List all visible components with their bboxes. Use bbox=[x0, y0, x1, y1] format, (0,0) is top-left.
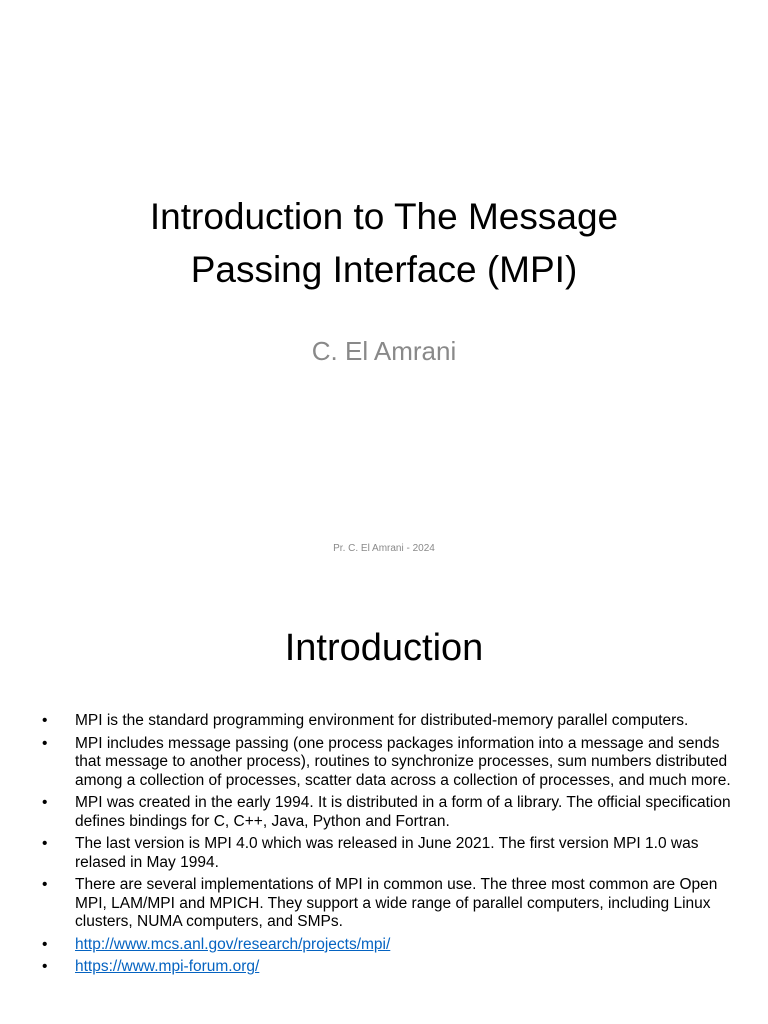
bullet-text: MPI was created in the early 1994. It is distributed in a form of a library. The official specification defines bindings for C, C++, Java, Python and Fortran. bbox=[75, 794, 731, 830]
bullet-item bbox=[42, 735, 742, 791]
bullet-icon: • bbox=[42, 734, 48, 752]
bullet-item bbox=[42, 876, 742, 932]
slide-footer: Pr. C. El Amrani - 2024 bbox=[333, 543, 435, 554]
title-line-2: Passing Interface (MPI) bbox=[190, 249, 578, 290]
bullet-icon: • bbox=[42, 712, 48, 729]
bullet-list bbox=[42, 712, 742, 981]
slide-title bbox=[0, 190, 768, 296]
bullet-text: MPI is the standard programming environment for distributed-memory parallel computers. bbox=[75, 712, 689, 729]
bullet-item bbox=[42, 958, 742, 977]
mcs-anl-link[interactable]: http://www.mcs.anl.gov/research/projects/mpi/ bbox=[75, 935, 391, 953]
bullet-icon: • bbox=[42, 958, 48, 975]
bullet-text: MPI includes message passing (one process packages information into a message and sends that message to another process), routines to synchronize processes, sum numbers distributed among a collection of processes, scatter data across a collection of processes, and much more. bbox=[75, 734, 731, 789]
bullet-text: The last version is MPI 4.0 which was released in June 2021. The first version MPI 1.0 was relased in May 1994. bbox=[75, 835, 699, 871]
introduction-slide bbox=[0, 576, 768, 1024]
bullet-icon: • bbox=[42, 835, 48, 852]
slide-title: Introduction bbox=[284, 627, 484, 669]
bullet-item bbox=[42, 712, 742, 731]
bullet-item bbox=[42, 835, 742, 872]
title-line-1: Introduction to The Message bbox=[149, 196, 619, 237]
bullet-item bbox=[42, 794, 742, 831]
bullet-text: There are several implementations of MPI in common use. The three most common are Open MPI, LAM/MPI and MPICH. They support a wide range of parallel computers, including Linux clusters, NUMA computers, and SMPs. bbox=[75, 876, 718, 930]
bullet-icon: • bbox=[42, 935, 48, 953]
mpi-forum-link[interactable]: https://www.mpi-forum.org/ bbox=[75, 958, 260, 975]
bullet-icon: • bbox=[42, 876, 48, 893]
bullet-icon: • bbox=[42, 794, 48, 811]
author-subtitle: C. El Amrani bbox=[311, 336, 457, 366]
bullet-item bbox=[42, 936, 742, 955]
